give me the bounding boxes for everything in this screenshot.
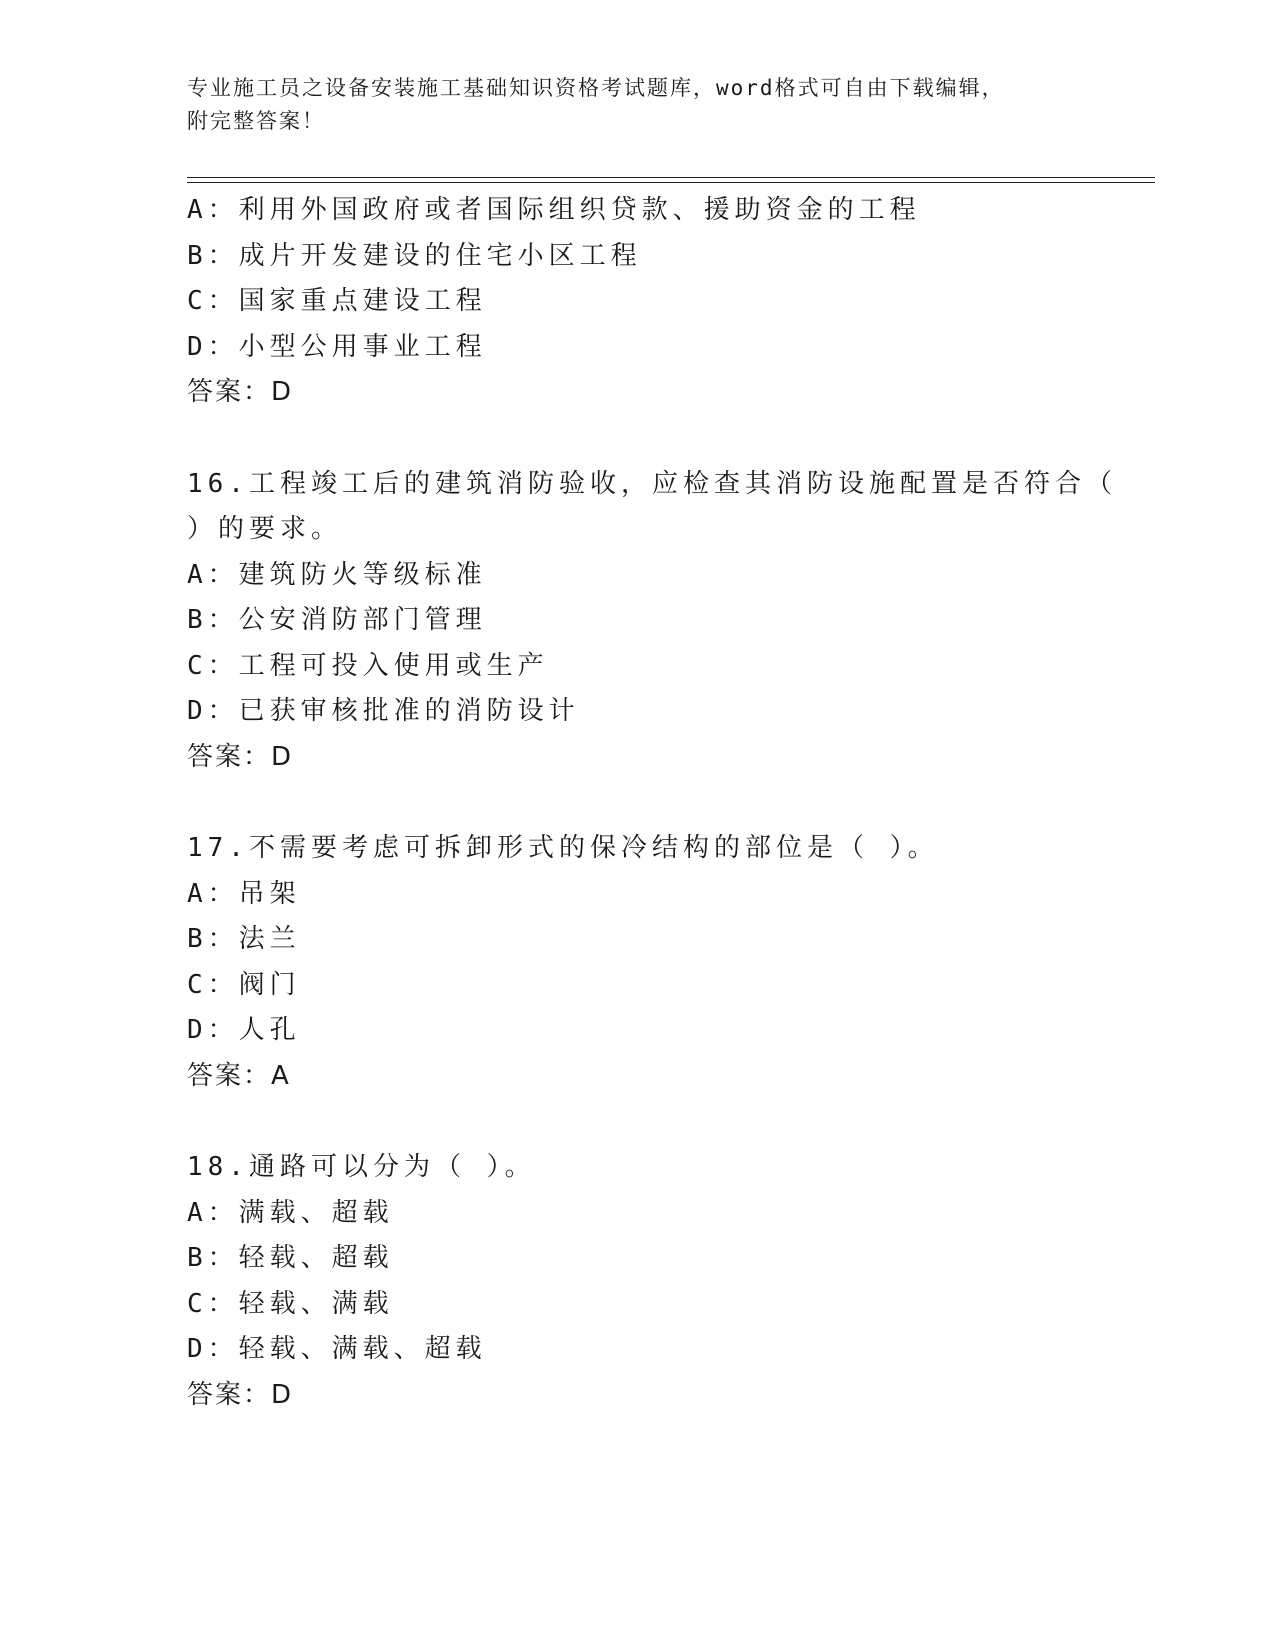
question-text: 18.通路可以分为（ ）。 bbox=[187, 1152, 536, 1182]
header-line-2: 附完整答案！ bbox=[187, 109, 325, 133]
option-a: A：建筑防火等级标准 bbox=[187, 559, 487, 590]
option-b: B：公安消防部门管理 bbox=[187, 605, 487, 635]
answer-line: 答案：A bbox=[187, 1060, 291, 1091]
option-c: C：国家重点建设工程 bbox=[187, 286, 487, 316]
question-text: 17.不需要考虑可拆卸形式的保冷结构的部位是（ ）。 bbox=[187, 833, 939, 863]
question-17-block bbox=[187, 826, 1087, 1099]
question-18-block bbox=[187, 1145, 1087, 1418]
answer-line: 答案：D bbox=[187, 741, 294, 772]
answer-line: 答案：D bbox=[187, 1379, 294, 1410]
option-d: D：小型公用事业工程 bbox=[187, 331, 487, 362]
header-line-1: 专业施工员之设备安装施工基础知识资格考试题库，word格式可自由下载编辑， bbox=[187, 76, 1005, 100]
option-a: A：满载、超载 bbox=[187, 1197, 394, 1228]
question-text-line-1: 16.工程竣工后的建筑消防验收，应检查其消防设施配置是否符合（ bbox=[187, 468, 1117, 499]
spacer bbox=[187, 780, 1087, 826]
question-15-block bbox=[187, 188, 1087, 416]
option-c: C：工程可投入使用或生产 bbox=[187, 650, 549, 681]
option-d: D：轻载、满载、超载 bbox=[187, 1334, 487, 1364]
question-text-line-2: ）的要求。 bbox=[187, 514, 343, 544]
option-d: D：已获审核批准的消防设计 bbox=[187, 696, 580, 726]
option-b: B：轻载、超载 bbox=[187, 1243, 394, 1273]
option-a: A：利用外国政府或者国际组织贷款、援助资金的工程 bbox=[187, 195, 921, 225]
question-list bbox=[187, 188, 1117, 1418]
answer-line: 答案：D bbox=[187, 377, 294, 407]
question-16-block bbox=[187, 462, 1117, 781]
header-divider-bottom bbox=[187, 182, 1155, 183]
option-d: D：人孔 bbox=[187, 1015, 301, 1045]
option-a: A：吊架 bbox=[187, 878, 301, 909]
spacer bbox=[187, 416, 1087, 462]
option-c: C：阀门 bbox=[187, 969, 301, 1000]
option-b: B：成片开发建设的住宅小区工程 bbox=[187, 240, 642, 271]
option-c: C：轻载、满载 bbox=[187, 1288, 394, 1319]
spacer bbox=[187, 1099, 1087, 1145]
header-divider-top bbox=[187, 177, 1155, 178]
document-header bbox=[187, 72, 1087, 138]
option-b: B：法兰 bbox=[187, 924, 301, 954]
